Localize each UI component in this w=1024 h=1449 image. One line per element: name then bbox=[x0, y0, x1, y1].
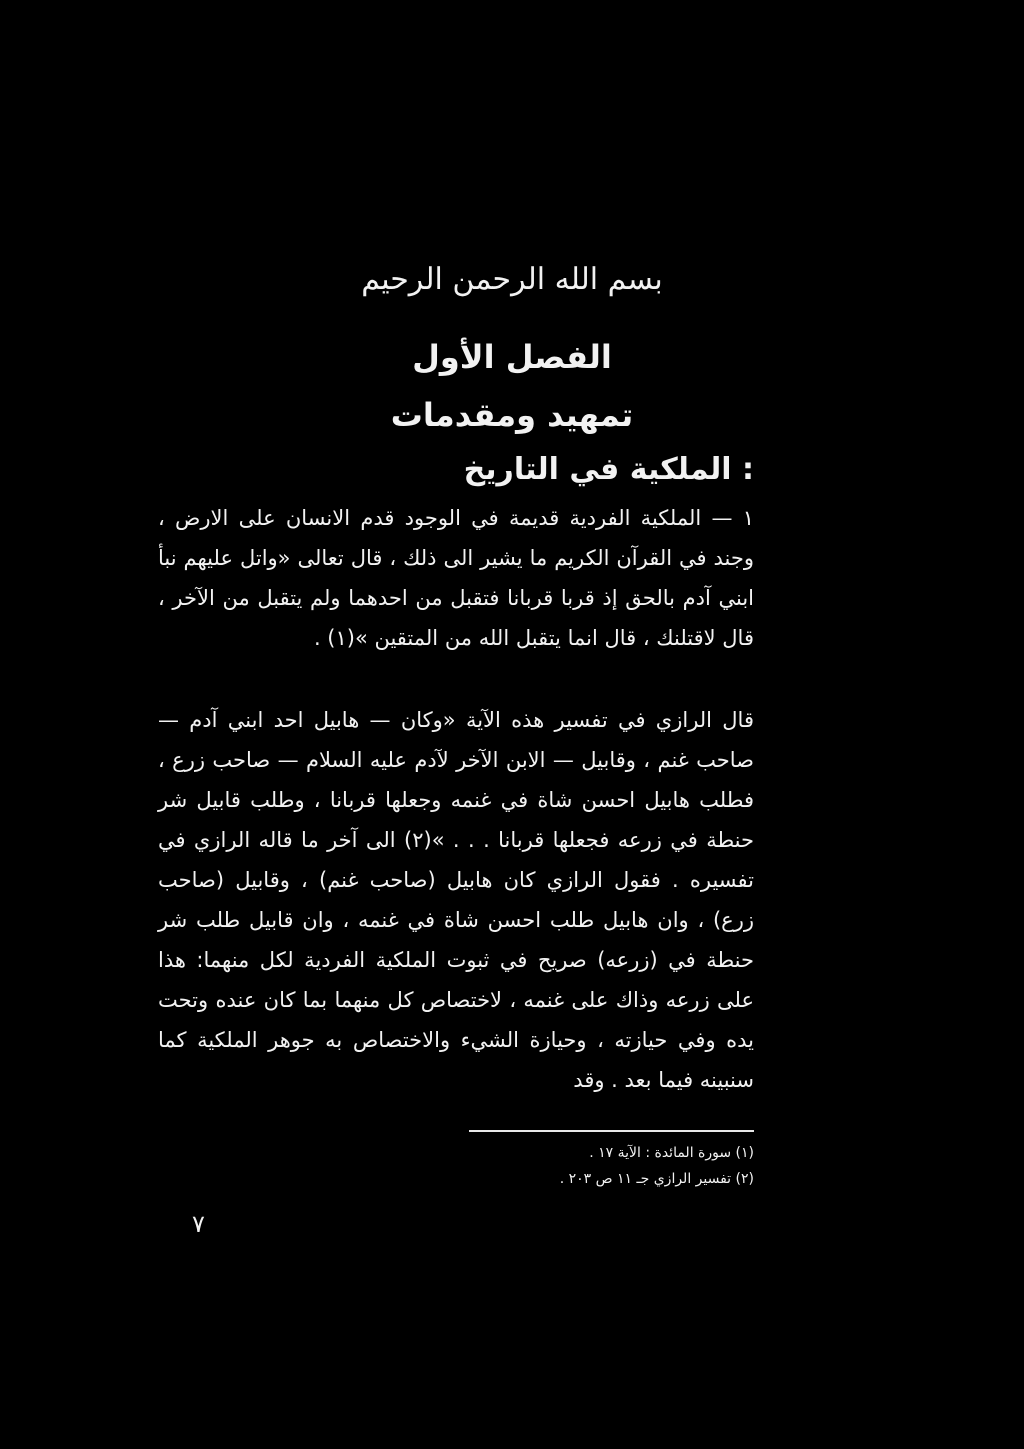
section-heading: : الملكية في التاريخ bbox=[463, 452, 754, 487]
basmala-calligraphy: بسم الله الرحمن الرحيم bbox=[361, 262, 663, 297]
footnotes bbox=[560, 1140, 754, 1192]
chapter-title: الفصل الأول bbox=[412, 338, 612, 376]
page-number: ٧ bbox=[192, 1210, 205, 1238]
footnote-divider bbox=[469, 1130, 754, 1132]
footnote-2: (٢) تفسير الرازي جـ ١١ ص ٢٠٣ . bbox=[559, 1171, 754, 1187]
paragraph-1: ١ — الملكية الفردية قديمة في الوجود قدم الانسان على الارض ، وجند في القرآن الكريم ما يشير الى ذلك ، قال تعالى «واتل عليهم نبأ ابني آدم بالحق إذ قربا قربانا فتقبل من احدهما ولم يتقبل من الآخر ، قال لاقتلنك ، قال انما يتقبل الله من المتقين »(١) . bbox=[158, 506, 754, 650]
chapter-subtitle: تمهيد ومقدمات bbox=[390, 396, 634, 434]
paragraph-2: قال الرازي في تفسير هذه الآية «وكان — هابيل احد ابني آدم — صاحب غنم ، وقابيل — الابن الآخر لآدم عليه السلام — صاحب زرع ، فطلب هابيل احسن شاة في غنمه وجعلها قربانا ، وطلب قابيل شر حنطة في زرعه فجعلها قربانا . . . »(٢) الى آخر ما قاله الرازي في تفسيره . فقول الرازي كان هابيل (صاحب غنم) ، وقابيل (صاحب زرع) ، وان هابيل طلب احسن شاة في غنمه ، وان قابيل طلب شر حنطة في (زرعه) صريح في ثبوت الملكية الفردية لكل منهما: هذا على زرعه وذاك على غنمه ، لاختصاص كل منهما بما كان عنده وتحت يده وفي حيازته ، وحيازة الشيء والاختصاص به جوهر الملكية كما سنبينه فيما بعد . وقد bbox=[158, 708, 754, 1092]
footnote-1: (١) سورة المائدة : الآية ١٧ . bbox=[589, 1145, 754, 1161]
